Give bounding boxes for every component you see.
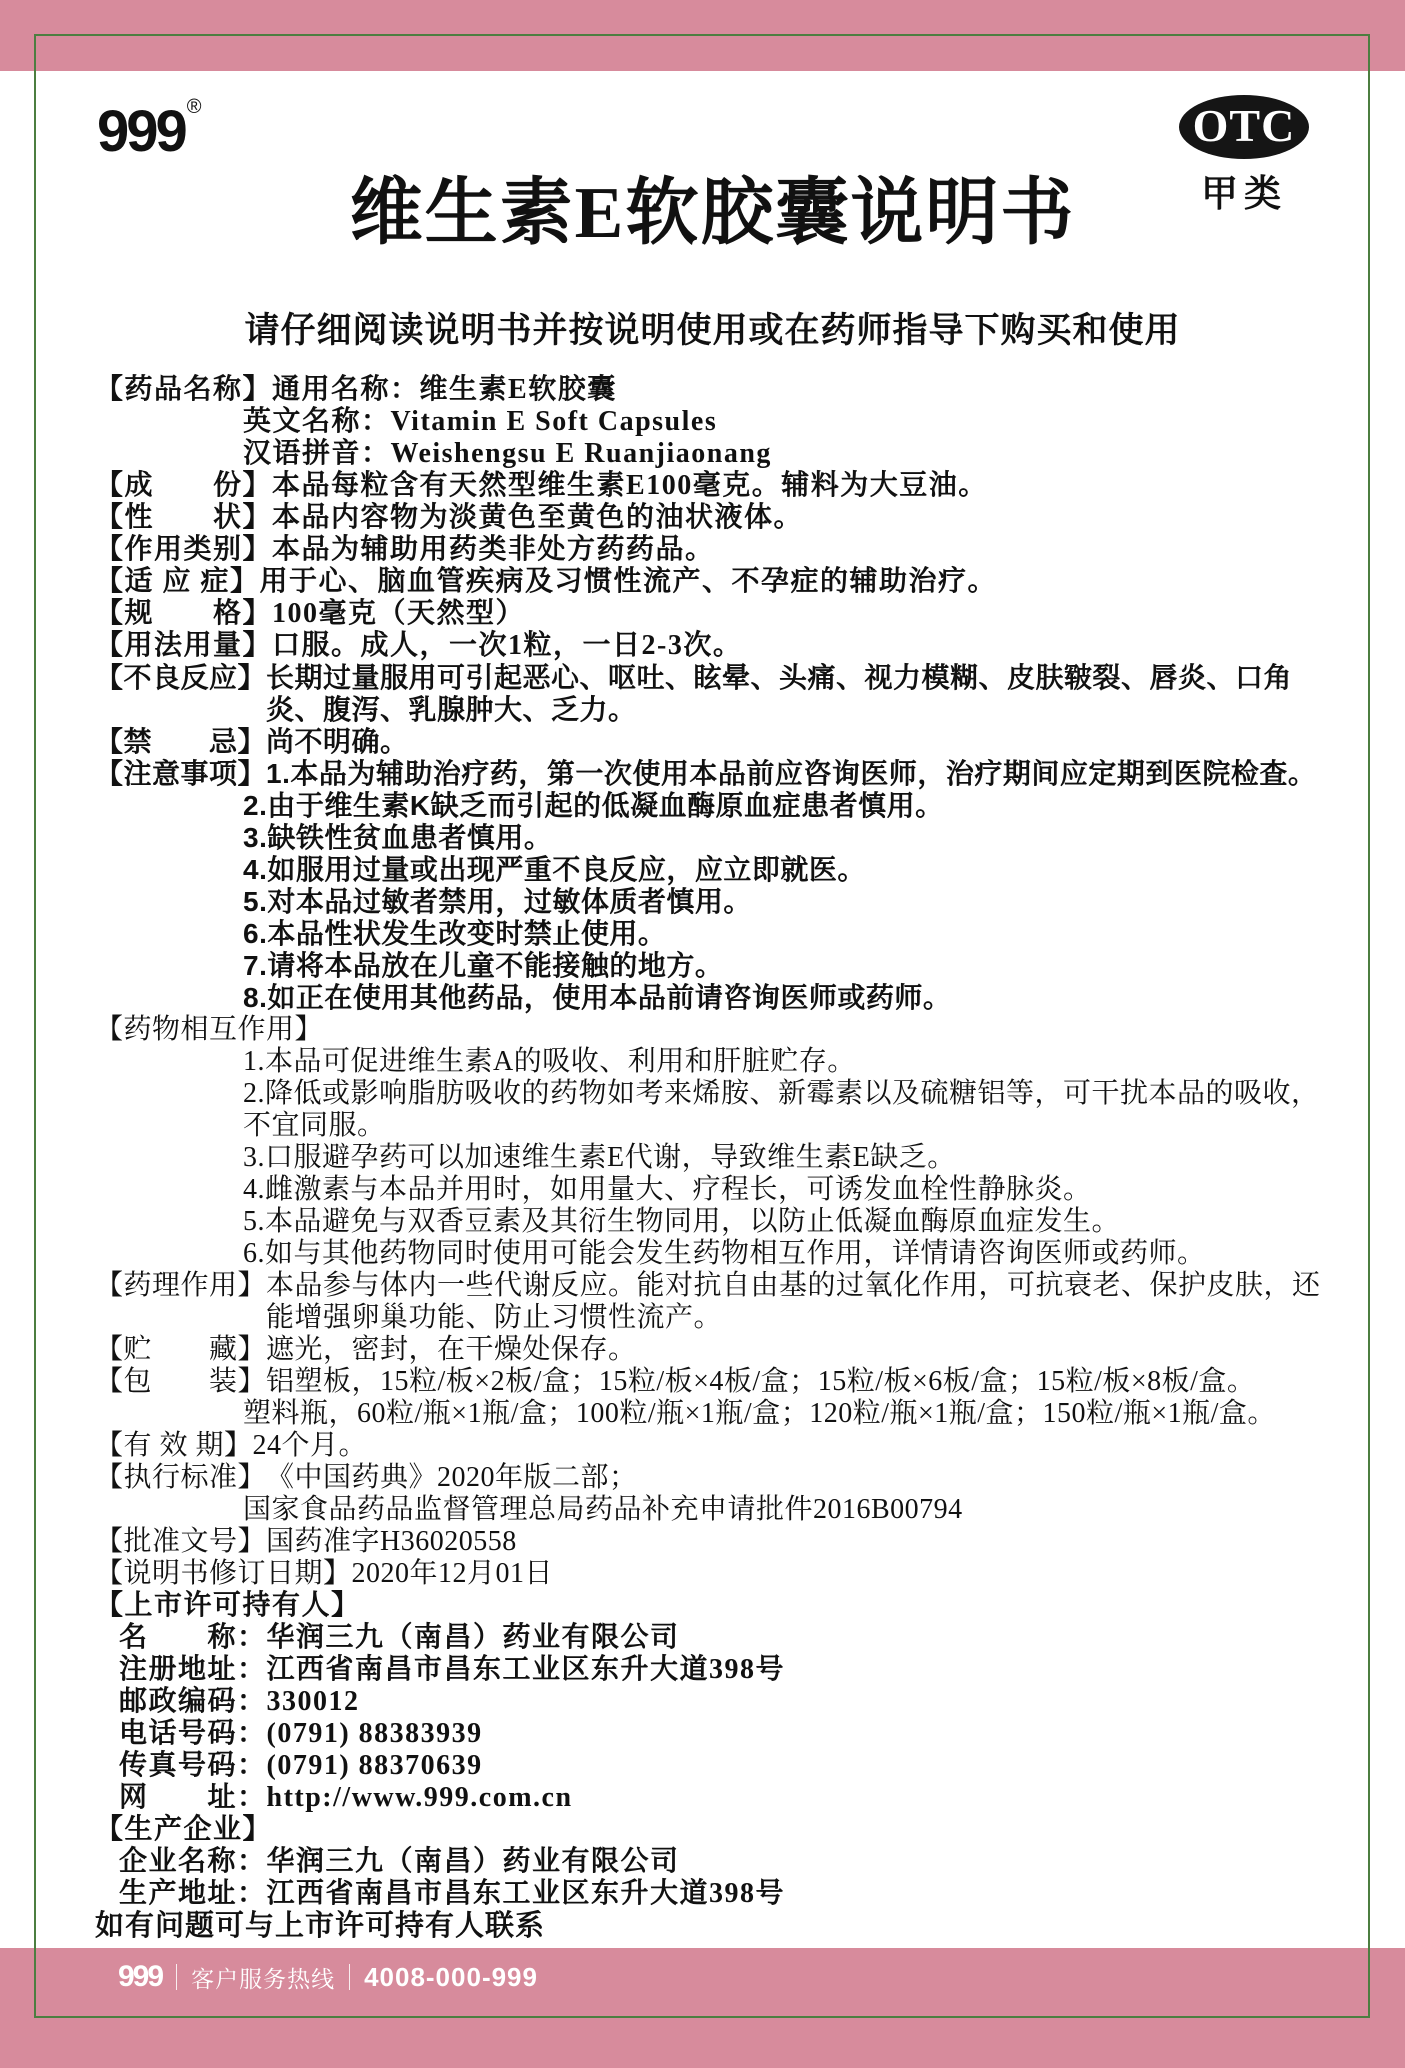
section-content: 口服。成人，一次1粒，一日2-3次。 [272,630,743,661]
footer-999-logo: 999 [118,1960,163,1993]
section-row [95,1398,1330,1430]
section-content: 本品每粒含有天然型维生素E100毫克。辅料为大豆油。 [272,470,988,501]
section-row [95,1206,1330,1238]
detail-row [95,1846,1330,1878]
detail-value: (0791) 88383939 [266,1718,483,1749]
detail-value: 江西省南昌市昌东工业区东升大道398号 [266,1654,786,1685]
section-row [95,374,1330,406]
section-content: 1.本品可促进维生素A的吸收、利用和肝脏贮存。 [243,1046,856,1077]
section-row [95,726,1330,758]
section-row [95,918,1330,950]
section-label: 【用法用量】 [95,630,273,661]
section-label: 【生产企业】 [95,1814,273,1845]
section-row [95,1174,1330,1206]
detail-key: 名 称： [119,1622,267,1653]
section-label: 【药物相互作用】 [95,1014,324,1045]
section-row [95,566,1330,598]
section-row [95,1590,1330,1622]
section-label: 【药品名称】 [95,374,273,405]
detail-value: http://www.999.com.cn [266,1782,573,1813]
section-label: 【规 格】 [95,598,273,629]
section-content: 1.本品为辅助治疗药，第一次使用本品前应咨询医师，治疗期间应定期到医院检查。 [266,758,1317,789]
detail-row [95,1718,1330,1750]
section-row [95,950,1330,982]
section-content: 4.雌激素与本品并用时，如用量大、疗程长，可诱发血栓性静脉炎。 [243,1174,1092,1205]
section-row [95,1270,1330,1334]
brand-999-logo: 999 ® [97,96,202,164]
section-content: 英文名称：Vitamin E Soft Capsules [243,406,718,437]
section-content: 7.请将本品放在儿童不能接触的地方。 [243,950,724,981]
section-row [95,630,1330,662]
section-content: 2.降低或影响脂肪吸收的药物如考来烯胺、新霉素以及硫糖铝等，可干扰本品的吸收，不宜同服。 [243,1078,1320,1141]
section-label: 【注意事项】 [95,758,267,789]
section-row [95,1462,1330,1494]
section-content: 国药准字H36020558 [266,1526,517,1557]
section-content: 汉语拼音：Weishengsu E Ruanjiaonang [243,438,772,469]
section-row [95,534,1330,566]
page-title: 维生素E软胶囊说明书 [349,172,1076,253]
page-subtitle: 请仔细阅读说明书并按说明使用或在药师指导下购买和使用 [244,311,1181,350]
section-row [95,1526,1330,1558]
section-label: 【作用类别】 [95,534,273,565]
section-row [95,1046,1330,1078]
section-row [95,1494,1330,1526]
section-label: 【药理作用】 [95,1270,267,1301]
section-row [95,598,1330,630]
footer-divider [349,1964,350,1990]
section-row [95,822,1330,854]
contact-note: 如有问题可与上市许可持有人联系 [95,1910,546,1942]
detail-key: 传真号码： [119,1750,267,1781]
top-pink-band [0,0,1405,71]
section-row [95,982,1330,1014]
section-row [95,854,1330,886]
section-row [95,790,1330,822]
section-label: 【有 效 期】 [95,1430,253,1461]
detail-row [95,1878,1330,1910]
detail-key: 电话号码： [119,1718,267,1749]
section-label: 【成 份】 [95,470,273,501]
otc-oval-icon: OTC [1179,95,1309,159]
section-row [95,1814,1330,1846]
section-row [95,1142,1330,1174]
section-label: 【说明书修订日期】 [95,1558,352,1589]
footer-service-label: 客户服务热线 [191,1965,336,1992]
section-content: 《中国药典》2020年版二部； [266,1462,638,1493]
section-content: 6.本品性状发生改变时禁止使用。 [243,918,667,949]
section-content: 3.缺铁性贫血患者慎用。 [243,822,553,853]
detail-row [95,1654,1330,1686]
section-row [95,662,1330,726]
section-content: 6.如与其他药物同时使用可能会发生药物相互作用，详情请咨询医师或药师。 [243,1238,1206,1269]
detail-key: 网 址： [119,1782,267,1813]
detail-value: 华润三九（南昌）药业有限公司 [266,1846,680,1877]
detail-key: 注册地址： [119,1654,267,1685]
section-content: 8.如正在使用其他药品，使用本品前请咨询医师或药师。 [243,982,952,1013]
section-row [95,886,1330,918]
registered-trademark-icon: ® [186,96,202,118]
section-content: 本品为辅助用药类非处方药药品。 [272,534,715,565]
section-row [95,438,1330,470]
section-content: 国家食品药品监督管理总局药品补充申请批件2016B00794 [243,1494,963,1525]
section-label: 【贮 藏】 [95,1334,267,1365]
paper-area [0,71,1405,1948]
section-label: 【批准文号】 [95,1526,267,1557]
detail-value: 330012 [266,1686,360,1717]
section-content: 本品内容物为淡黄色至黄色的油状液体。 [272,502,804,533]
section-label: 【不良反应】 [95,662,267,693]
detail-value: 华润三九（南昌）药业有限公司 [266,1622,680,1653]
section-content: 通用名称：维生素E软胶囊 [272,374,617,405]
section-content: 用于心、脑血管疾病及习惯性流产、不孕症的辅助治疗。 [259,566,998,597]
section-row [95,1366,1330,1398]
otc-class-label: 甲类 [1201,174,1287,215]
detail-value: 江西省南昌市昌东工业区东升大道398号 [266,1878,786,1909]
section-content: 2.由于维生素K缺乏而引起的低凝血酶原血症患者慎用。 [243,790,944,821]
section-content: 本品参与体内一些代谢反应。能对抗自由基的过氧化作用，可抗衰老、保护皮肤，还能增强卵巢功能、防止习惯性流产。 [266,1270,1321,1333]
section-row [95,1014,1330,1046]
section-row [95,406,1330,438]
detail-row [95,1622,1330,1654]
section-content: 2020年12月01日 [351,1558,554,1589]
detail-row [95,1686,1330,1718]
detail-row [95,1750,1330,1782]
footer-band [0,1948,1405,2068]
section-label: 【包 装】 [95,1366,267,1397]
footer-service-line [0,1948,1405,2006]
detail-key: 企业名称： [119,1846,267,1877]
footer-divider [176,1964,177,1990]
footer-service-phone: 4008-000-999 [364,1961,538,1992]
section-row [95,502,1330,534]
detail-key: 生产地址： [119,1878,267,1909]
section-label: 【上市许可持有人】 [95,1590,361,1621]
section-content: 遮光，密封，在干燥处保存。 [266,1334,637,1365]
section-label: 【禁 忌】 [95,726,267,757]
section-content: 3.口服避孕药可以加速维生素E代谢，导致维生素E缺乏。 [243,1142,956,1173]
section-content: 24个月。 [252,1430,368,1461]
section-row [95,470,1330,502]
detail-row [95,1782,1330,1814]
section-label: 【性 状】 [95,502,273,533]
section-content: 长期过量服用可引起恶心、呕吐、眩晕、头痛、视力模糊、皮肤皲裂、唇炎、口角炎、腹泻、乳腺肿大、乏力。 [266,662,1293,725]
section-row [95,758,1330,790]
section-content: 5.本品避免与双香豆素及其衍生物同用，以防止低凝血酶原血症发生。 [243,1206,1121,1237]
section-row [95,1238,1330,1270]
section-content: 100毫克（天然型） [272,598,526,629]
section-row [95,1430,1330,1462]
section-content: 4.如服用过量或出现严重不良反应，应立即就医。 [243,854,866,885]
section-label: 【适 应 症】 [95,566,260,597]
detail-value: (0791) 88370639 [266,1750,483,1781]
section-row [95,1078,1330,1142]
section-content: 5.对本品过敏者禁用，过敏体质者慎用。 [243,886,752,917]
section-content: 塑料瓶，60粒/瓶×1瓶/盒；100粒/瓶×1瓶/盒；120粒/瓶×1瓶/盒；150粒/瓶×1瓶/盒。 [243,1398,1276,1429]
section-label: 【执行标准】 [95,1462,267,1493]
section-content: 铝塑板，15粒/板×2板/盒；15粒/板×4板/盒；15粒/板×6板/盒；15粒/板×8板/盒。 [266,1366,1256,1397]
section-row [95,1334,1330,1366]
sections [95,374,1330,1942]
detail-key: 邮政编码： [119,1686,267,1717]
section-content: 尚不明确。 [266,726,409,757]
section-row [95,1558,1330,1590]
leaflet-header [95,71,1330,374]
